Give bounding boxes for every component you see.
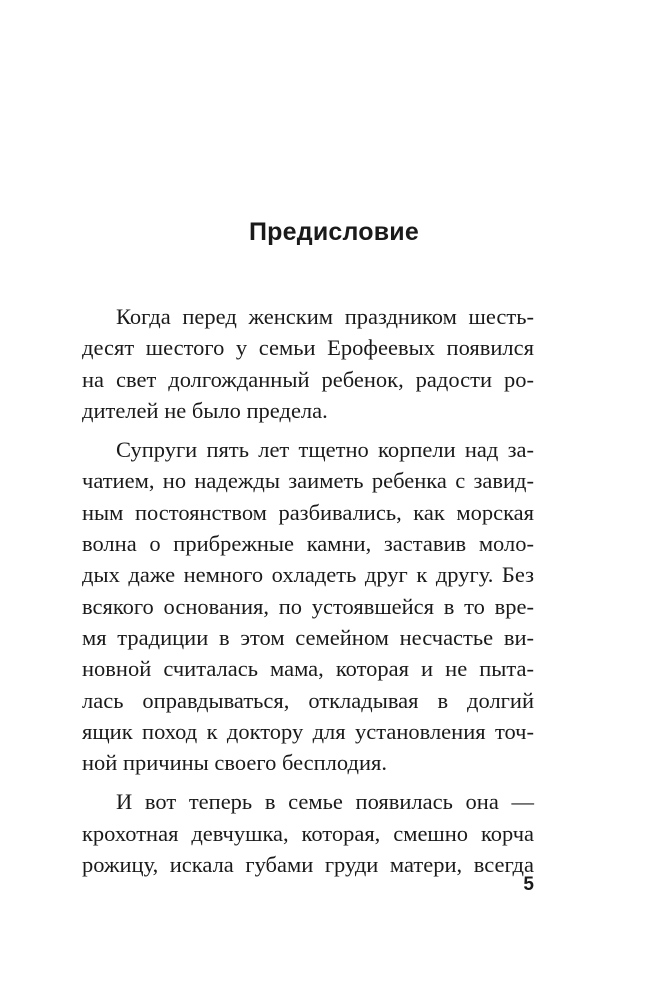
text-line: ящик поход к доктору для установления точ- bbox=[82, 718, 534, 744]
text-line: чатием, но надежды заиметь ребенка с завид- bbox=[82, 468, 534, 494]
paragraph-gap bbox=[82, 778, 534, 786]
page-number: 5 bbox=[523, 874, 534, 895]
paragraph bbox=[82, 301, 534, 426]
text-line: дых даже немного охладеть друг к другу. Без bbox=[82, 562, 534, 588]
text-line: рожицу, искала губами груди матери, всегда bbox=[82, 852, 534, 878]
chapter-title: Предисловие bbox=[249, 218, 419, 246]
text-line: Когда перед женским праздником шесть- bbox=[116, 304, 534, 329]
text-line: десят шестого у семьи Ерофеевых появился bbox=[82, 335, 534, 361]
text-line: новной считалась мама, которая и не пыта- bbox=[82, 656, 534, 682]
text-line: всякого основания, по устоявшейся в то вре- bbox=[82, 593, 534, 619]
paragraph bbox=[82, 786, 534, 880]
text-line: Супруги пять лет тщетно корпели над за- bbox=[116, 437, 534, 463]
text-line: ной причины своего бесплодия. bbox=[82, 750, 387, 776]
paragraph bbox=[82, 434, 534, 778]
text-line: И вот теперь в семье появилась она — bbox=[116, 789, 534, 815]
paragraph-gap bbox=[82, 426, 534, 434]
text-line: на свет долгожданный ребенок, радости ро- bbox=[82, 366, 534, 392]
text-line: ным постоянством разбивались, как морская bbox=[82, 499, 534, 525]
text-line: крохотная девчушка, которая, смешно корча bbox=[82, 820, 534, 846]
text-line: лась оправдываться, откладывая в долгий bbox=[82, 687, 534, 713]
text-line: волна о прибрежные камни, заставив моло- bbox=[82, 531, 534, 557]
text-line: дителей не было предела. bbox=[82, 397, 328, 423]
text-line: мя традиции в этом семейном несчастье ви- bbox=[82, 624, 534, 650]
body-text bbox=[82, 301, 534, 880]
